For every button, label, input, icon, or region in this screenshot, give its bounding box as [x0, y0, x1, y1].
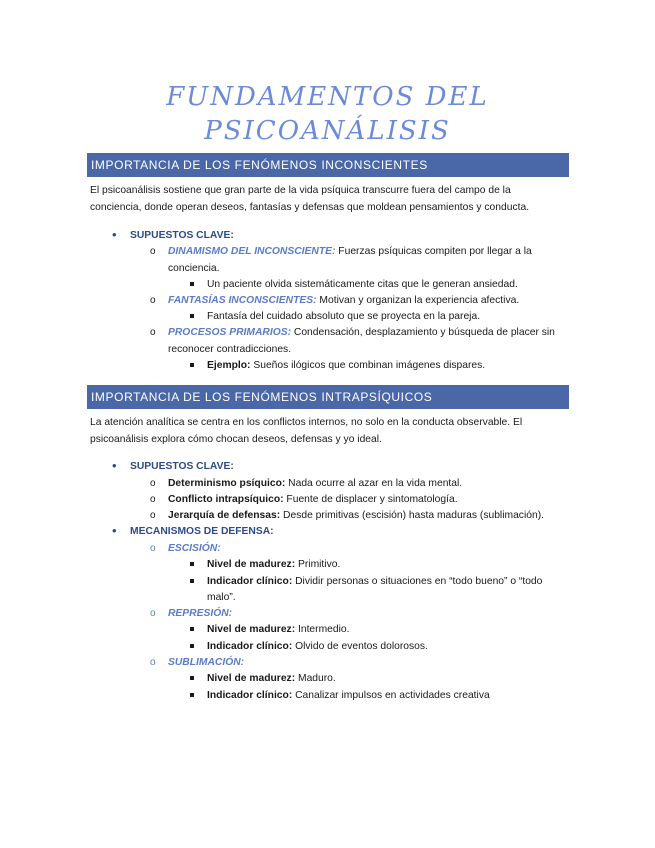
mechanism-name: ESCISIÓN:	[168, 543, 221, 554]
intro-line: psicoanálisis explora cómo chocan deseos, defensas y yo ideal.	[90, 434, 382, 445]
square-bullet	[190, 314, 194, 318]
square-bullet	[190, 562, 194, 566]
sub-item: Indicador clínico: Dividir personas o situaciones en “todo bueno” o “todo	[207, 576, 543, 587]
sub-item: Indicador clínico: Olvido de eventos dolorosos.	[207, 641, 428, 652]
sub-item: Fantasía del cuidado absoluto que se proyecta en la pareja.	[207, 311, 481, 322]
sub-item: Ejemplo: Sueños ilógicos que combinan imágenes dispares.	[207, 360, 486, 371]
circle-bullet: o	[150, 246, 156, 257]
sub-item: Un paciente olvida sistemáticamente citas que le generan ansiedad.	[207, 279, 518, 290]
circle-bullet: o	[150, 543, 156, 554]
circle-bullet: o	[150, 494, 156, 505]
circle-bullet: o	[150, 478, 156, 489]
circle-bullet: o	[150, 295, 156, 306]
list-item: FANTASÍAS INCONSCIENTES: Motivan y organizan la experiencia afectiva.	[168, 295, 520, 306]
list-item: DINAMISMO DEL INCONSCIENTE: Fuerzas psíquicas compiten por llegar a la	[168, 246, 532, 257]
mechanism-name: SUBLIMACIÓN:	[168, 657, 245, 668]
list-item: PROCESOS PRIMARIOS: Condensación, desplazamiento y búsqueda de placer sin	[168, 327, 555, 338]
square-bullet	[190, 644, 194, 648]
square-bullet	[190, 627, 194, 631]
mechanism-name: REPRESIÓN:	[168, 608, 233, 619]
circle-bullet: o	[150, 510, 156, 521]
title-line-2: PSICOANÁLISIS	[204, 116, 451, 146]
list-item: Determinismo psíquico: Nada ocurre al azar en la vida mental.	[168, 478, 463, 489]
square-bullet	[190, 282, 194, 286]
disc-bullet: •	[112, 458, 117, 473]
mecanismos-heading: MECANISMOS DE DEFENSA:	[130, 526, 274, 537]
circle-bullet: o	[150, 657, 156, 668]
intro-line: El psicoanálisis sostiene que gran parte de la vida psíquica transcurre fuera del campo de la	[90, 185, 511, 196]
list-item-cont: conciencia.	[168, 263, 220, 274]
sub-item: Nivel de madurez: Intermedio.	[207, 624, 350, 635]
sub-item: Nivel de madurez: Primitivo.	[207, 559, 341, 570]
sub-item-cont: malo”.	[207, 592, 236, 603]
square-bullet	[190, 693, 194, 697]
disc-bullet: •	[112, 227, 117, 242]
section-heading: IMPORTANCIA DE LOS FENÓMENOS INCONSCIENTES	[87, 153, 569, 177]
sub-item: Indicador clínico: Canalizar impulsos en actividades creativa	[207, 690, 490, 701]
supuestos-heading: SUPUESTOS CLAVE:	[130, 230, 234, 241]
list-item: Jerarquía de defensas: Desde primitivas (escisión) hasta maduras (sublimación).	[168, 510, 544, 521]
circle-bullet: o	[150, 608, 156, 619]
square-bullet	[190, 363, 194, 367]
supuestos-heading: SUPUESTOS CLAVE:	[130, 461, 234, 472]
intro-line: La atención analítica se centra en los conflictos internos, no solo en la conducta observable. El	[90, 417, 523, 428]
sub-item: Nivel de madurez: Maduro.	[207, 673, 336, 684]
title-line-1: FUNDAMENTOS DEL	[166, 82, 489, 112]
list-item-cont: reconocer contradicciones.	[168, 344, 292, 355]
list-item: Conflicto intrapsíquico: Fuente de displacer y sintomatología.	[168, 494, 458, 505]
square-bullet	[190, 579, 194, 583]
disc-bullet: •	[112, 523, 117, 538]
section-heading: IMPORTANCIA DE LOS FENÓMENOS INTRAPSÍQUICOS	[87, 385, 569, 409]
square-bullet	[190, 676, 194, 680]
circle-bullet: o	[150, 327, 156, 338]
intro-line: conciencia, donde operan deseos, fantasías y defensas que moldean pensamientos y conducta.	[90, 202, 530, 213]
